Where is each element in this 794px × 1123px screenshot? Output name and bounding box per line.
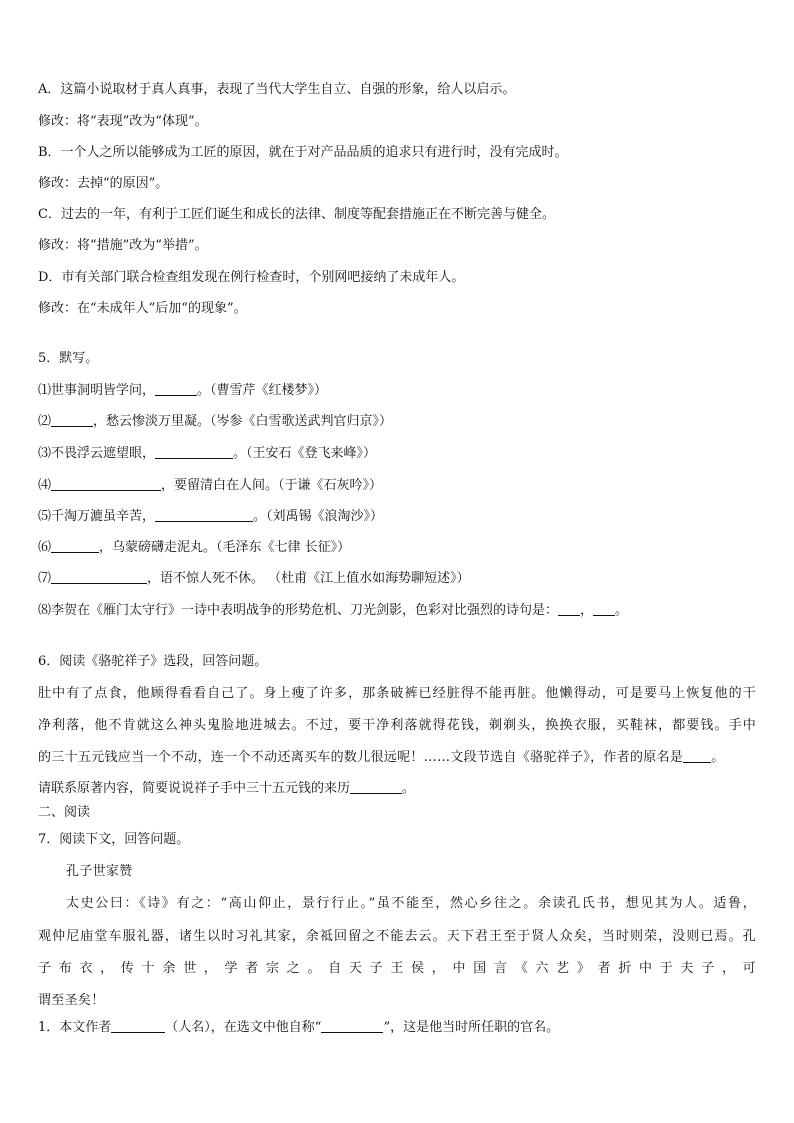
q5-item-4: ⑷ ，要留清白在人间。（于谦《石灰吟》）	[38, 478, 383, 493]
option-c: C．过去的一年，有利于工匠们诞生和成长的法律、制度等配套措施正在不断完善与健全。	[38, 207, 555, 222]
option-c-fix: 修改：将“措施”改为“举措”。	[38, 238, 208, 253]
option-d: D．市有关部门联合检查组发现在例行检查时，个别网吧接纳了未成年人。	[38, 270, 465, 285]
q5-item-8: ⑻李贺在《雁门太守行》一诗中表明战争的形势危机、刀光剑影，色彩对比强烈的诗句是： ， 。	[38, 603, 629, 618]
option-b-fix: 修改：去掉“的原因”。	[38, 176, 169, 191]
answer-blank[interactable]	[593, 601, 615, 616]
answer-blank[interactable]	[321, 1018, 383, 1033]
answer-blank[interactable]	[558, 601, 580, 616]
answer-blank[interactable]	[51, 412, 93, 427]
q5-item-7: ⑺ ，语不惊人死不休。 （杜甫《江上值水如海势聊短述》）	[38, 571, 470, 586]
answer-blank[interactable]	[51, 476, 161, 491]
q7-passage-line: 观仲尼庙堂车服礼器，诸生以时习礼其家，余祗回留之不能去云。天下君王至于贤人众矣，当时则荣，没则已焉。孔	[38, 929, 756, 944]
passage-title: 孔子世家赞	[66, 864, 133, 879]
q5-item-5: ⑸千淘万漉虽辛苦， 。（刘禹锡《浪淘沙》）	[38, 509, 384, 524]
q6-passage-line: 净利落，他不肯就这么神头鬼脸地进城去。不过，要干净利落就得花钱，剃剃头，换换衣服，买鞋袜，都要钱。手中	[38, 718, 756, 733]
answer-blank[interactable]	[111, 1018, 165, 1033]
option-d-fix: 修改：在“未成年人”后加“的现象”。	[38, 301, 247, 316]
answer-blank[interactable]	[51, 569, 147, 584]
q5-item-6: ⑹ ，乌蒙磅礴走泥丸。（毛泽东《七律 长征》）	[38, 540, 351, 555]
q6-passage-line: 的三十五元钱应当一个不动，连一个不动还离买车的数儿很远呢！……文段节选自《骆驼祥子》，作者的原名是 。	[38, 750, 725, 765]
q7-passage-line: 太史公曰：《诗》有之：“高山仰止，景行行止。”虽不能至，然心乡往之。余读孔氏书，想见其为人。适鲁，	[66, 896, 756, 911]
answer-blank[interactable]	[155, 507, 253, 522]
q7-passage-line: 谓至圣矣！	[38, 993, 105, 1008]
q7-sub-question-1: 1．本文作者 （人名），在选文中他自称“ ”，这是他当时所任职的官名。	[38, 1020, 560, 1035]
q5-item-3: ⑶不畏浮云遮望眼， 。（王安石《登飞来峰》）	[38, 446, 377, 461]
option-a-fix: 修改：将“表现”改为“体现”。	[38, 114, 208, 129]
answer-blank[interactable]	[350, 779, 402, 794]
answer-blank[interactable]	[155, 444, 233, 459]
q6-question: 请联系原著内容，简要说说祥子手中三十五元钱的来历 。	[38, 781, 416, 796]
q6-title: 6．阅读《骆驼祥子》选段，回答问题。	[38, 654, 268, 669]
option-b: B．一个人之所以能够成为工匠的原因，就在于对产品品质的追求只有进行时，没有完成时。	[38, 145, 568, 160]
option-a: A．这篇小说取材于真人真事，表现了当代大学生自立、自强的形象，给人以启示。	[38, 82, 516, 97]
q5-item-1: ⑴世事洞明皆学问， 。（曹雪芹《红楼梦》）	[38, 383, 328, 398]
q5-title: 5．默写。	[38, 351, 99, 366]
q7-passage-line: 子布衣，传十余世，学者宗之。自天子王侯，中国言《六艺》者折中于夫子，可	[38, 961, 756, 976]
q5-item-2: ⑵ ，愁云惨淡万里凝。（岑参《白雪歌送武判官归京》）	[38, 414, 393, 429]
answer-blank[interactable]	[51, 538, 99, 553]
q7-title: 7．阅读下文，回答问题。	[38, 832, 190, 847]
section-heading: 二、阅读	[38, 805, 91, 820]
answer-blank[interactable]	[683, 748, 711, 763]
answer-blank[interactable]	[155, 381, 197, 396]
q6-passage-line: 肚中有了点食，他顾得看看自己了。身上瘦了许多，那条破裤已经脏得不能再脏。他懒得动，可是要马上恢复他的干	[38, 686, 756, 701]
